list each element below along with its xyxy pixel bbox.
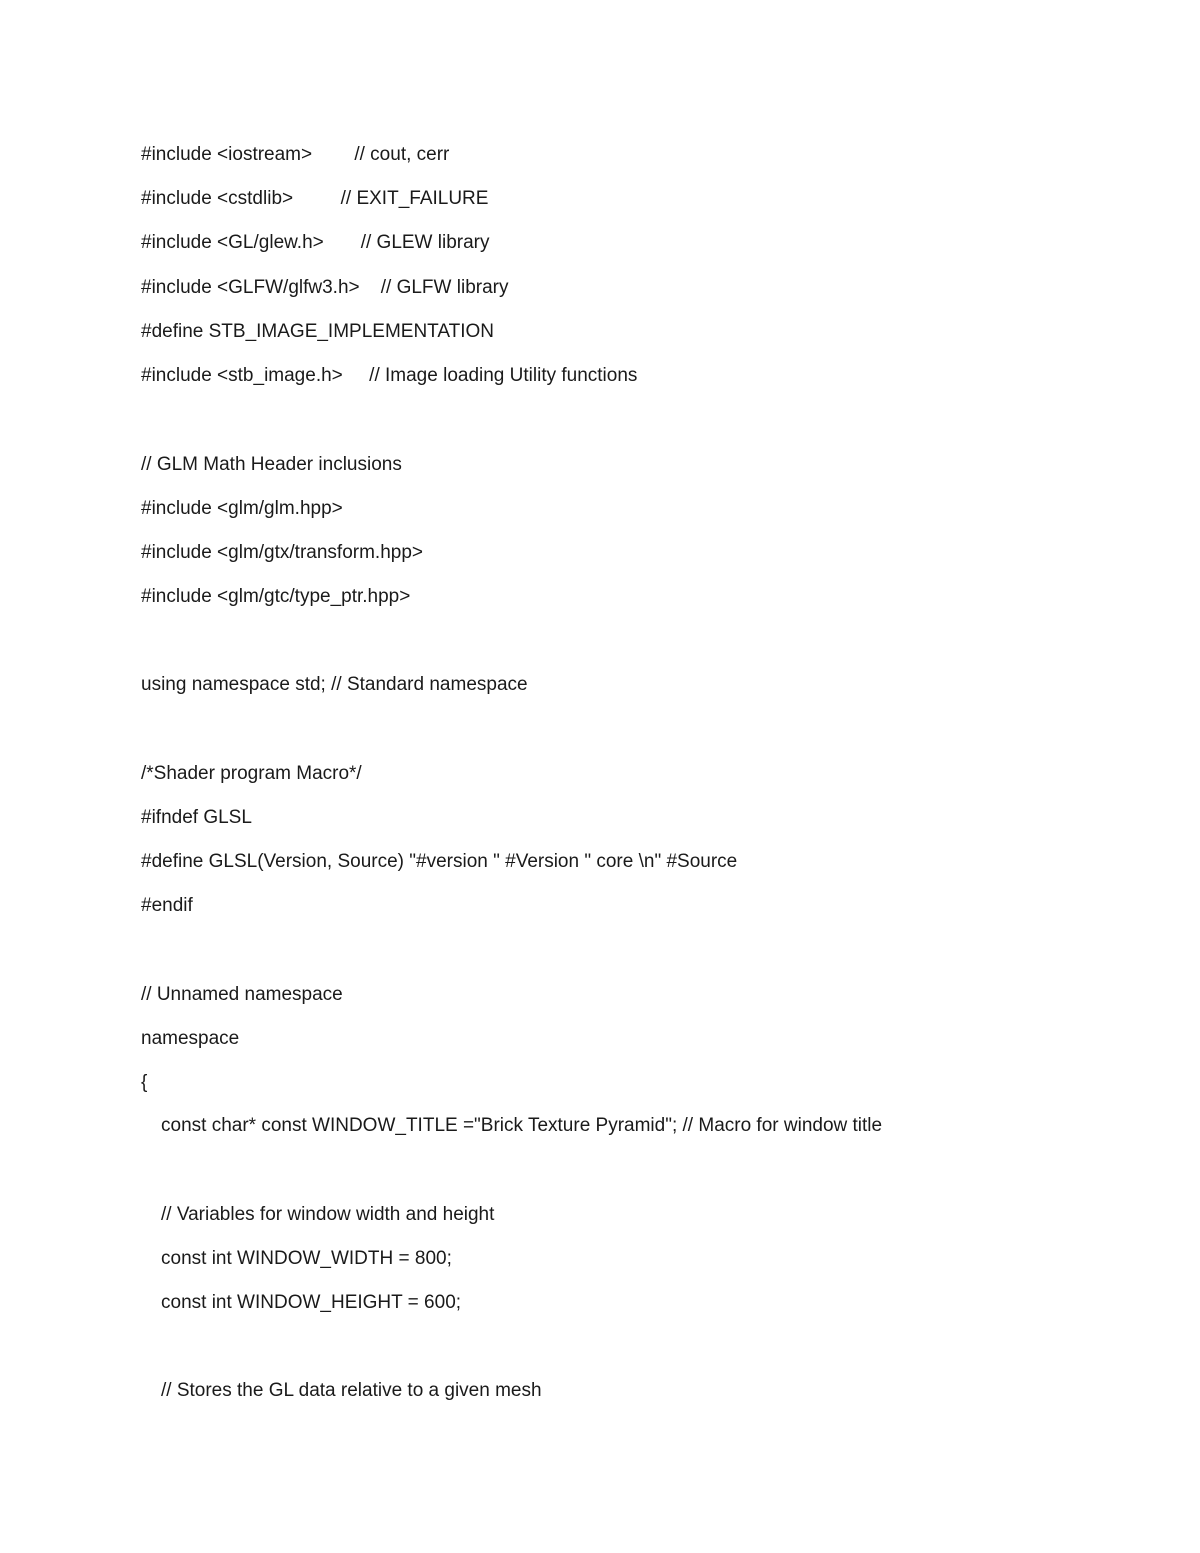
code-line-unnamed-namespace-comment [141,983,343,1007]
code-comment: // Macro for window title [682,1115,883,1136]
code-text: #ifndef GLSL [141,807,252,828]
code-line-window-vars-comment [161,1203,494,1227]
code-text: const int WINDOW_WIDTH = 800; [161,1248,452,1269]
spacer [293,188,341,209]
code-line-endif [141,894,193,918]
code-line-window-width [161,1247,452,1271]
spacer [360,277,381,298]
code-line-include-glm-typeptr [141,585,410,609]
code-comment: // Stores the GL data relative to a given mesh [161,1380,542,1401]
code-text: #include <glm/gtx/transform.hpp> [141,542,423,563]
code-line-define-glsl [141,850,737,874]
code-text: #include <cstdlib> [141,188,294,209]
code-text: #define GLSL(Version, Source) "#version " #Version " core \n" #Source [141,851,738,872]
spacer [343,365,369,386]
code-text: namespace [141,1028,240,1049]
code-comment: /*Shader program Macro*/ [141,763,362,784]
code-text: const char* const WINDOW_TITLE ="Brick Texture Pyramid"; [161,1115,678,1136]
code-comment: // Unnamed namespace [141,984,343,1005]
spacer [324,232,361,253]
code-comment: // cout, cerr [354,144,450,165]
code-comment: // GLEW library [360,232,490,253]
code-line-include-glm [141,497,343,521]
code-text: using namespace std; [141,674,326,695]
code-line-include-glm-transform [141,541,423,565]
code-text: #include <glm/glm.hpp> [141,498,343,519]
code-text: #include <glm/gtc/type_ptr.hpp> [141,586,411,607]
code-comment: // Standard namespace [331,674,528,695]
code-comment: // GLM Math Header inclusions [141,454,402,475]
code-comment: // EXIT_FAILURE [340,188,489,209]
code-line-include-iostream [141,143,449,167]
code-line-window-height [161,1291,461,1315]
code-line-glm-comment [141,453,402,477]
code-line-shader-macro-comment [141,762,362,786]
code-line-window-title [161,1114,882,1138]
code-text: { [141,1072,148,1093]
code-text: #include <stb_image.h> [141,365,343,386]
code-text: #define STB_IMAGE_IMPLEMENTATION [141,321,495,342]
spacer [312,144,354,165]
code-line-mesh-comment [161,1379,542,1403]
code-comment: // GLFW library [380,277,509,298]
code-line-namespace [141,1027,239,1051]
code-comment: // Image loading Utility functions [369,365,638,386]
code-text: #include <iostream> [141,144,313,165]
code-text: #include <GL/glew.h> [141,232,324,253]
code-line-include-cstdlib [141,187,488,211]
code-line-open-brace [141,1071,147,1095]
code-line-include-glfw [141,276,508,300]
code-line-ifndef [141,806,252,830]
code-comment: // Variables for window width and height [161,1204,495,1225]
code-line-define-stb [141,320,494,344]
code-text: #endif [141,895,193,916]
code-text: const int WINDOW_HEIGHT = 600; [161,1292,462,1313]
code-text: #include <GLFW/glfw3.h> [141,277,360,298]
code-line-using-namespace [141,673,528,697]
code-line-include-stb-image [141,364,637,388]
code-line-include-glew [141,231,490,255]
